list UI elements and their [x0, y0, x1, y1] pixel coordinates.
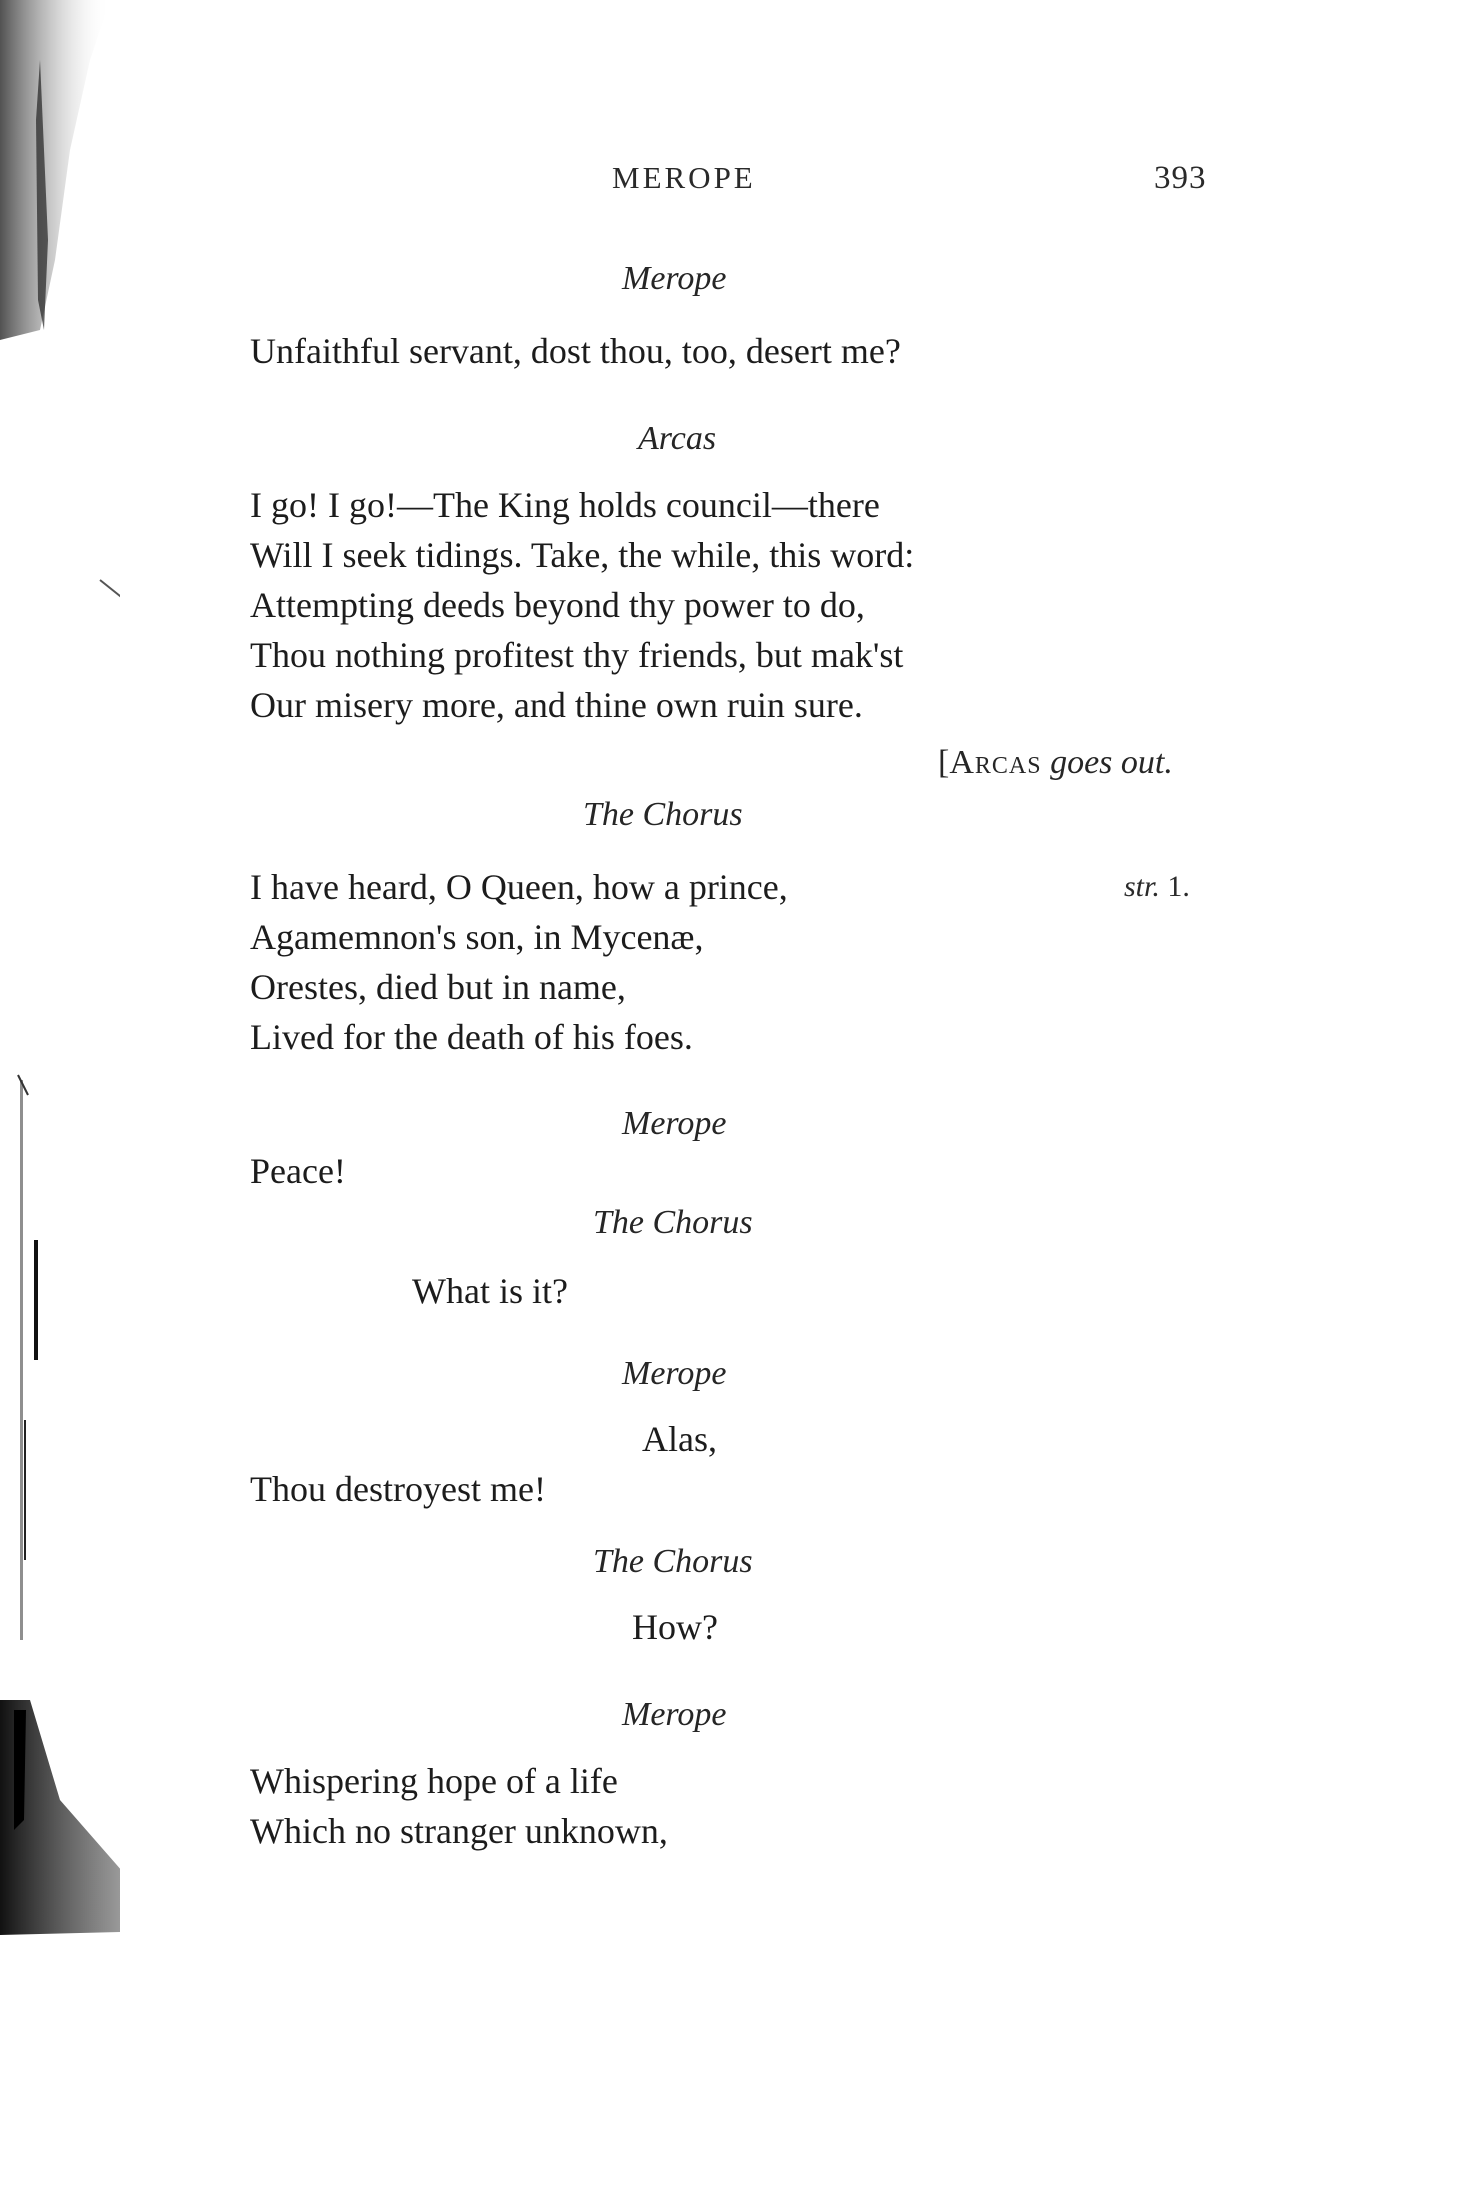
verse-line: Peace!: [250, 1151, 346, 1191]
gutter-shadow: [0, 0, 120, 2210]
speaker-name: Merope: [622, 260, 727, 297]
stage-character: Arcas: [949, 744, 1042, 781]
speaker-name: The Chorus: [583, 796, 743, 833]
verse-line: Which no stranger unknown,: [250, 1811, 668, 1851]
speaker-name: Merope: [622, 1105, 727, 1142]
verse-line: Thou nothing profitest thy friends, but mak'st: [250, 635, 904, 675]
speaker-name: Merope: [622, 1696, 727, 1733]
page-number: 393: [1154, 160, 1207, 196]
verse-line: Lived for the death of his foes.: [250, 1017, 693, 1057]
verse-line: Our misery more, and thine own ruin sure.: [250, 685, 863, 725]
speaker-name: Merope: [622, 1355, 727, 1392]
running-title: MEROPE: [612, 160, 756, 195]
verse-line: Agamemnon's son, in Mycenæ,: [250, 917, 704, 957]
verse-line: Will I seek tidings. Take, the while, this word:: [250, 535, 915, 575]
speaker-name: Arcas: [638, 420, 717, 457]
stage-action: goes out.: [1050, 744, 1173, 781]
verse-line: I go! I go!—The King holds council—there: [250, 485, 880, 525]
verse-line: Thou destroyest me!: [250, 1469, 546, 1509]
speaker-name: The Chorus: [593, 1543, 753, 1580]
verse-line: How?: [632, 1607, 718, 1647]
strophe-marker: [1124, 870, 1190, 904]
verse-line: Orestes, died but in name,: [250, 967, 626, 1007]
verse-line: Attempting deeds beyond thy power to do,: [250, 585, 865, 625]
verse-line: Whispering hope of a life: [250, 1761, 618, 1801]
stage-direction: [938, 744, 1173, 782]
speaker-name: The Chorus: [593, 1204, 753, 1241]
verse-line: I have heard, O Queen, how a prince,: [250, 867, 788, 907]
verse-line: What is it?: [412, 1271, 568, 1311]
strophe-number: 1.: [1167, 870, 1190, 903]
stage-bracket: [: [938, 744, 950, 781]
verse-line: Unfaithful servant, dost thou, too, desert me?: [250, 331, 901, 371]
strophe-label: str.: [1124, 870, 1160, 903]
verse-line: Alas,: [642, 1419, 717, 1459]
